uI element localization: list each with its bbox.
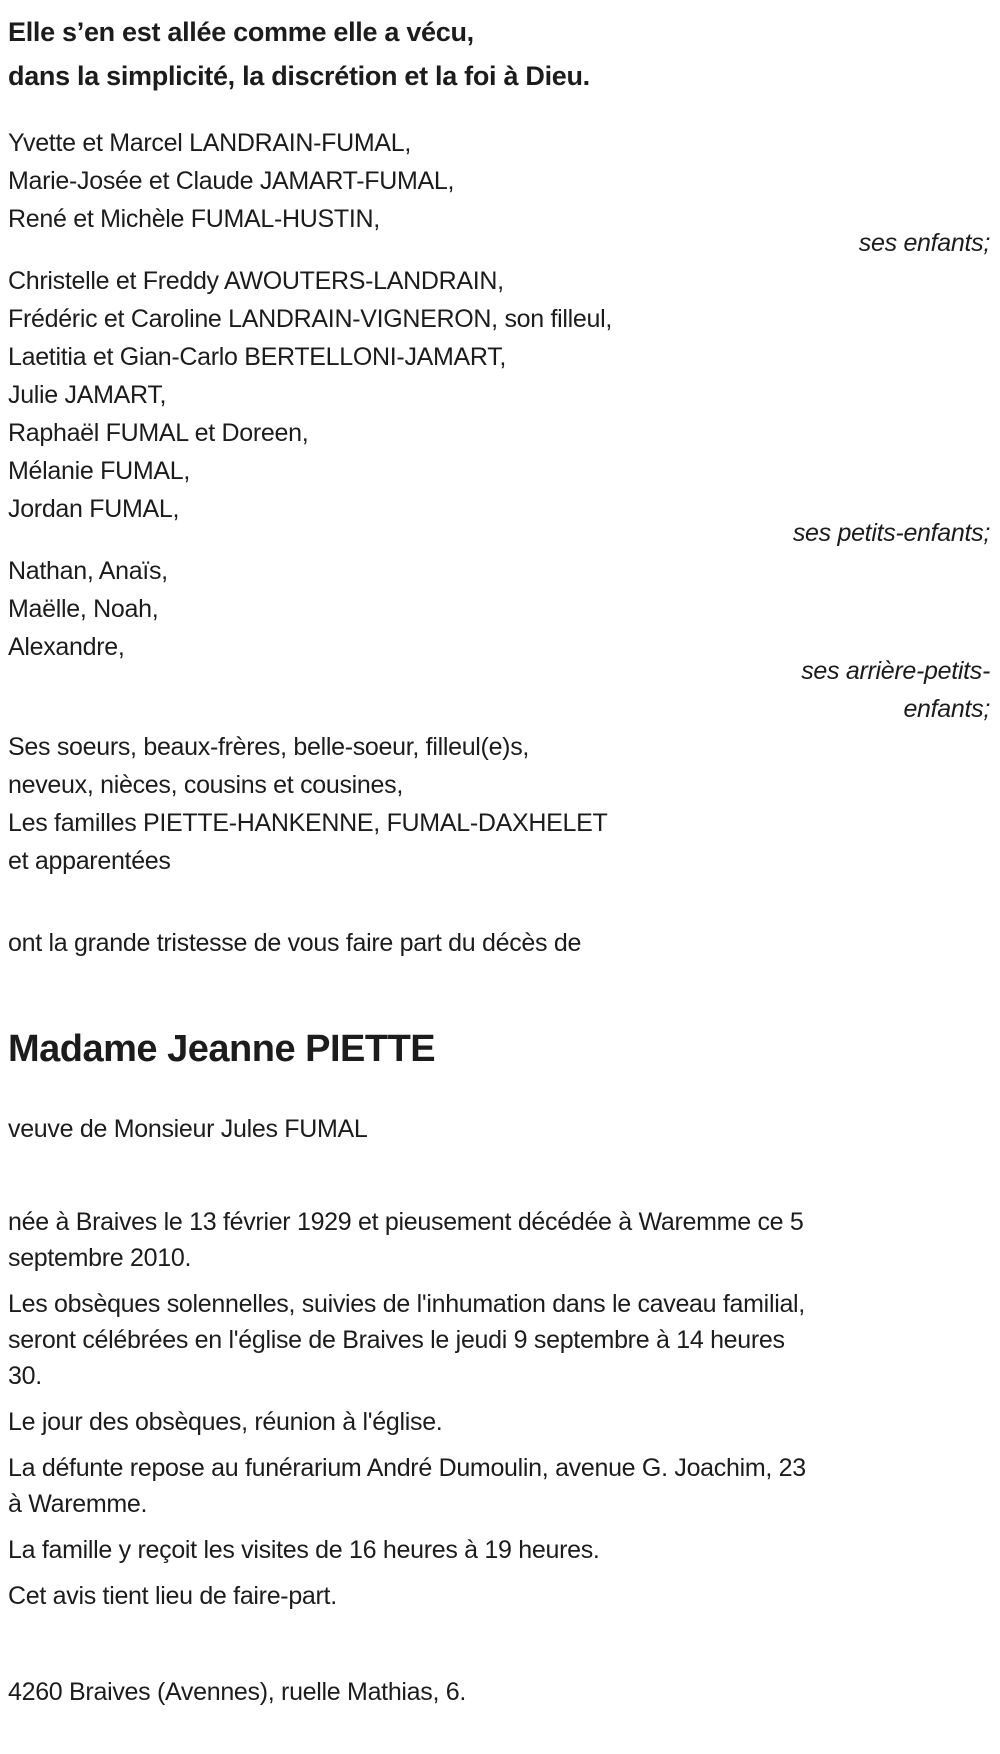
detail-line: Les obsèques solennelles, suivies de l'inhumation dans le caveau familial, xyxy=(8,1290,805,1318)
detail-line: La famille y reçoit les visites de 16 heures à 19 heures. xyxy=(8,1536,600,1564)
detail-line: septembre 2010. xyxy=(8,1244,192,1272)
family-line: Alexandre, xyxy=(8,633,125,661)
family-line: Frédéric et Caroline LANDRAIN-VIGNERON, son filleul, xyxy=(8,305,613,333)
notice-paragraph xyxy=(8,1578,990,1614)
deceased-name: Madame Jeanne PIETTE xyxy=(8,1028,436,1070)
widow-line: veuve de Monsieur Jules FUMAL xyxy=(8,1115,368,1143)
family-line: Les familles PIETTE-HANKENNE, FUMAL-DAXHELET xyxy=(8,809,608,837)
relation-label-grandchildren: ses petits-enfants; xyxy=(792,519,990,547)
detail-line: Le jour des obsèques, réunion à l'église. xyxy=(8,1408,443,1436)
relation-label-great-grandchildren: ses arrière-petits-enfants; xyxy=(801,657,990,723)
visits-paragraph xyxy=(8,1532,990,1568)
family-line: Marie-Josée et Claude JAMART-FUMAL, xyxy=(8,167,455,195)
family-line: Laetitia et Gian-Carlo BERTELLONI-JAMART, xyxy=(8,343,507,371)
family-line: Nathan, Anaïs, xyxy=(8,557,168,585)
family-line: Jordan FUMAL, xyxy=(8,495,180,523)
detail-line: Cet avis tient lieu de faire-part. xyxy=(8,1582,337,1610)
family-line: Julie JAMART, xyxy=(8,381,167,409)
birth-death-paragraph xyxy=(8,1204,990,1276)
family-line: Yvette et Marcel LANDRAIN-FUMAL, xyxy=(8,129,412,157)
detail-line: 30. xyxy=(8,1362,42,1390)
detail-line: seront célébrées en l'église de Braives le jeudi 9 septembre à 14 heures xyxy=(8,1326,785,1354)
detail-line: née à Braives le 13 février 1929 et pieusement décédée à Waremme ce 5 xyxy=(8,1208,804,1236)
repose-paragraph xyxy=(8,1450,990,1522)
funeral-paragraph xyxy=(8,1286,990,1394)
epigraph xyxy=(8,10,990,98)
address-line: 4260 Braives (Avennes), ruelle Mathias, 6. xyxy=(8,1678,467,1706)
epigraph-line-2: dans la simplicité, la discrétion et la foi à Dieu. xyxy=(8,61,590,91)
detail-line: La défunte repose au funérarium André Dumoulin, avenue G. Joachim, 23 xyxy=(8,1454,806,1482)
family-line: René et Michèle FUMAL-HUSTIN, xyxy=(8,205,380,233)
family-line: Raphaël FUMAL et Doreen, xyxy=(8,419,309,447)
relation-label-children: ses enfants; xyxy=(858,229,990,257)
relatives-list xyxy=(8,124,990,880)
family-line: neveux, nièces, cousins et cousines, xyxy=(8,771,403,799)
detail-line: à Waremme. xyxy=(8,1490,148,1518)
announcement-text: ont la grande tristesse de vous faire part du décès de xyxy=(8,929,582,957)
epigraph-line-1: Elle s’en est allée comme elle a vécu, xyxy=(8,17,474,47)
family-line: Ses soeurs, beaux-frères, belle-soeur, filleul(e)s, xyxy=(8,733,530,761)
meeting-paragraph xyxy=(8,1404,990,1440)
family-line: Christelle et Freddy AWOUTERS-LANDRAIN, xyxy=(8,267,504,295)
family-line: Mélanie FUMAL, xyxy=(8,457,190,485)
family-line: et apparentées xyxy=(8,847,171,875)
details-section xyxy=(8,1204,990,1614)
family-line: Maëlle, Noah, xyxy=(8,595,159,623)
